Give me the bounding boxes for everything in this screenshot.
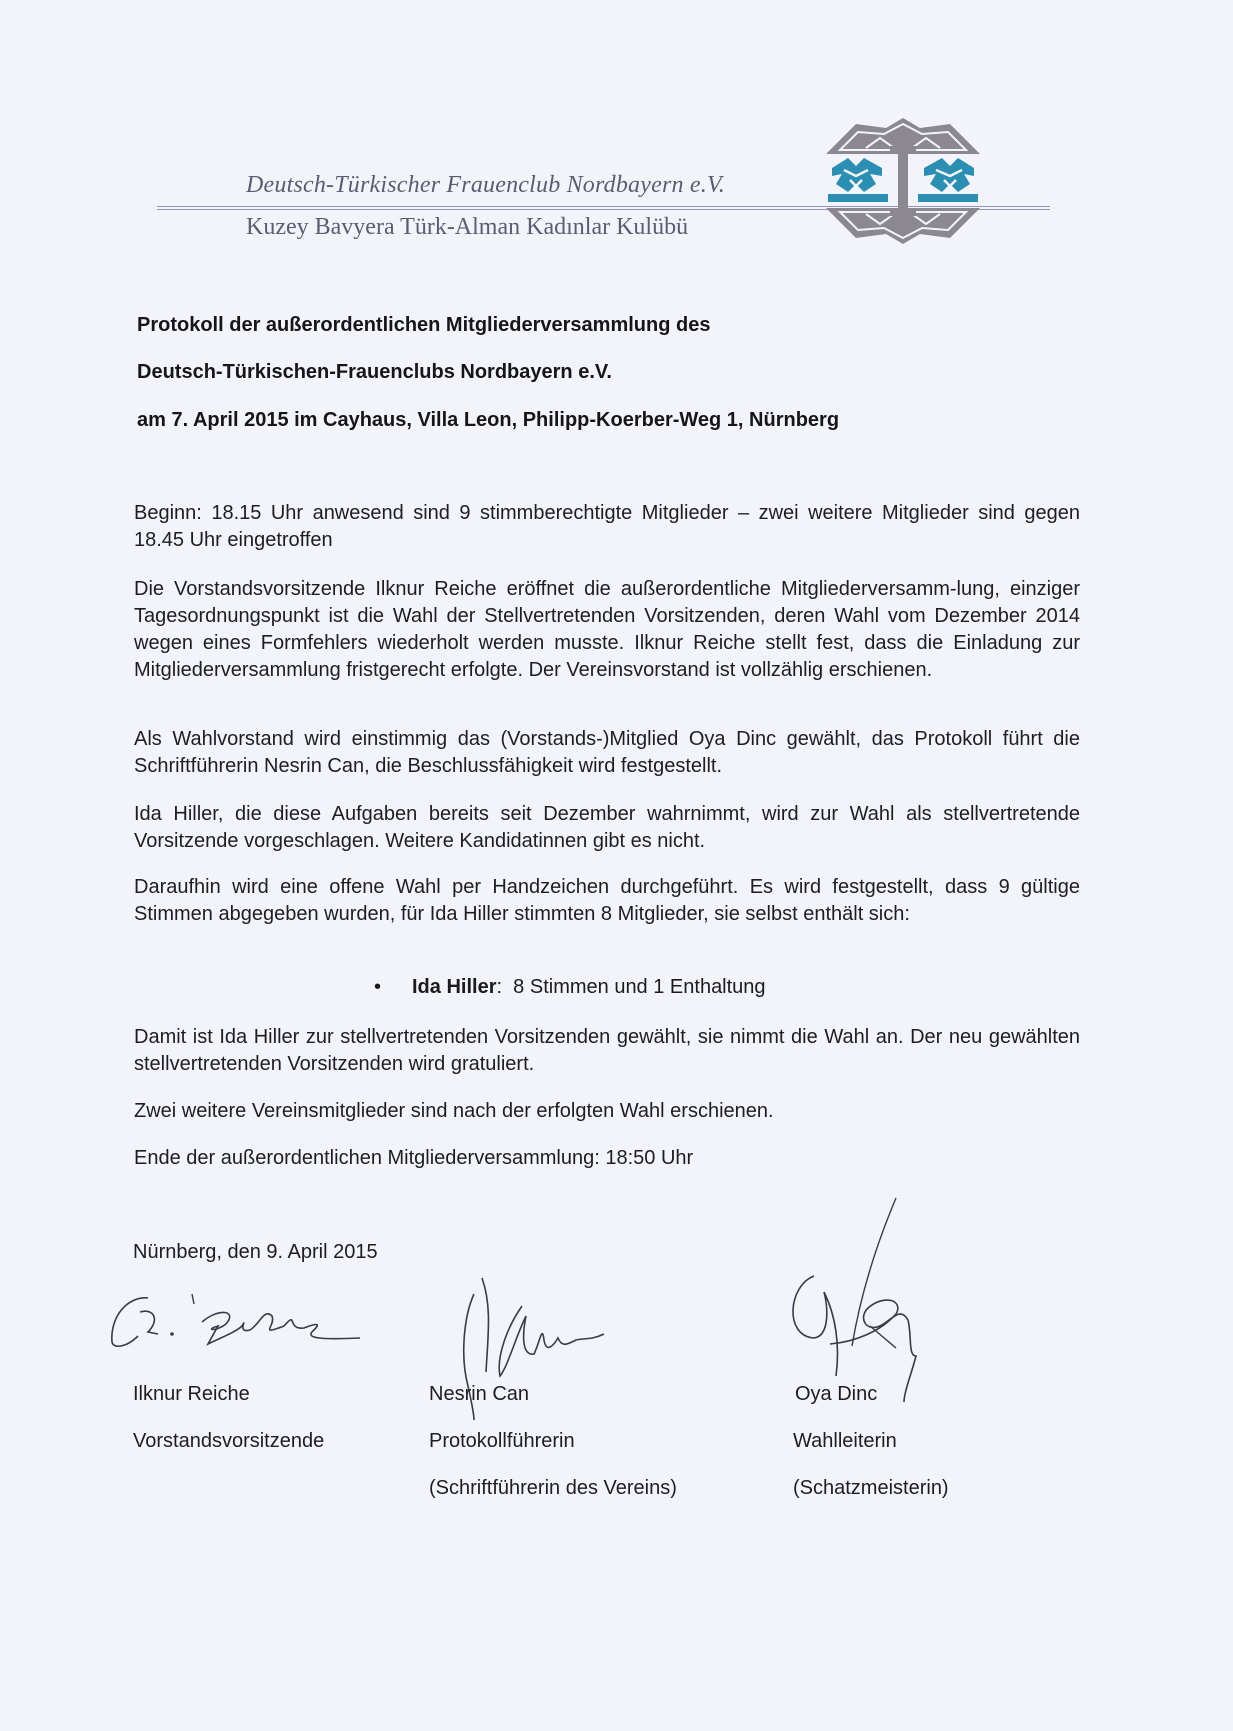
paragraph-beginn: Beginn: 18.15 Uhr anwesend sind 9 stimmberechtigte Mitglieder – zwei weitere Mitglieder sind gegen 18.45 Uhr eingetroffen	[134, 502, 1080, 551]
signature-reiche-icon	[108, 1286, 368, 1366]
paragraph-vote: Daraufhin wird eine offene Wahl per Handzeichen durchgeführt. Es wird festgestellt, dass 9 gültige Stimmen abgegeben wurden, für Ida Hiller stimmten 8 Mitglieder, sie selbst enthält sich:	[134, 876, 1080, 925]
paragraph-end-time: Ende der außerordentlichen Mitgliederversammlung: 18:50 Uhr	[134, 1147, 694, 1169]
signatory-3-role-detail: (Schatzmeisterin)	[793, 1477, 949, 1499]
document-title-line-3: am 7. April 2015 im Cayhaus, Villa Leon, Philipp-Koerber-Weg 1, Nürnberg	[137, 409, 840, 431]
vote-result-name: Ida Hiller	[412, 976, 497, 998]
club-logo-icon	[826, 118, 980, 244]
header-org-name-german: Deutsch-Türkischer Frauenclub Nordbayern e.V.	[246, 172, 725, 198]
signatory-2-role: Protokollführerin	[429, 1430, 575, 1452]
vote-result-item	[374, 976, 766, 999]
signatory-2-name: Nesrin Can	[429, 1383, 530, 1405]
header-org-name-turkish: Kuzey Bavyera Türk-Alman Kadınlar Kulübü	[246, 214, 689, 240]
paragraph-opening: Die Vorstandsvorsitzende Ilknur Reiche eröffnet die außerordentliche Mitgliederversamm-lung, einziger Tagesordnungspunkt ist die Wahl der Stellvertretenden Vorsitzenden, deren Wahl vom Dezember 2014 wegen eines Formfehlers wiederholt werden musste. Ilknur Reiche stellt fest, dass die Einladung zur Mitgliederversammlung fristgerecht erfolgte. Der Vereinsvorstand ist vollzählig erschienen.	[134, 578, 1080, 681]
signatory-1-role: Vorstandsvorsitzende	[133, 1430, 325, 1452]
signatory-1-name: Ilknur Reiche	[133, 1383, 250, 1405]
vote-result-text: 8 Stimmen und 1 Enthaltung	[513, 976, 766, 998]
signatory-3-name: Oya Dinc	[795, 1383, 878, 1405]
signatory-2-role-detail: (Schriftführerin des Vereins)	[429, 1477, 677, 1499]
document-title-line-2: Deutsch-Türkischen-Frauenclubs Nordbayern e.V.	[137, 361, 612, 383]
paragraph-election-board: Als Wahlvorstand wird einstimmig das (Vorstands-)Mitglied Oya Dinc gewählt, das Protokoll führt die Schriftführerin Nesrin Can, die Beschlussfähigkeit wird festgestellt.	[134, 728, 1080, 777]
document-title-line-1: Protokoll der außerordentlichen Mitgliederversammlung des	[137, 314, 711, 336]
signatory-3-role: Wahlleiterin	[793, 1430, 897, 1452]
paragraph-elected: Damit ist Ida Hiller zur stellvertretenden Vorsitzenden gewählt, sie nimmt die Wahl an. Der neu gewählten stellvertretenden Vorsitzenden wird gratuliert.	[134, 1026, 1080, 1075]
bullet-point: •	[374, 976, 382, 998]
paragraph-candidate: Ida Hiller, die diese Aufgaben bereits seit Dezember wahrnimmt, wird zur Wahl als stellvertretende Vorsitzende vorgeschlagen. Weitere Kandidatinnen gibt es nicht.	[134, 803, 1080, 852]
place-date: Nürnberg, den 9. April 2015	[133, 1241, 378, 1263]
vote-result-colon: :	[496, 976, 503, 998]
signature-dinc-icon	[784, 1196, 944, 1406]
paragraph-late-members: Zwei weitere Vereinsmitglieder sind nach der erfolgten Wahl erschienen.	[134, 1100, 774, 1122]
